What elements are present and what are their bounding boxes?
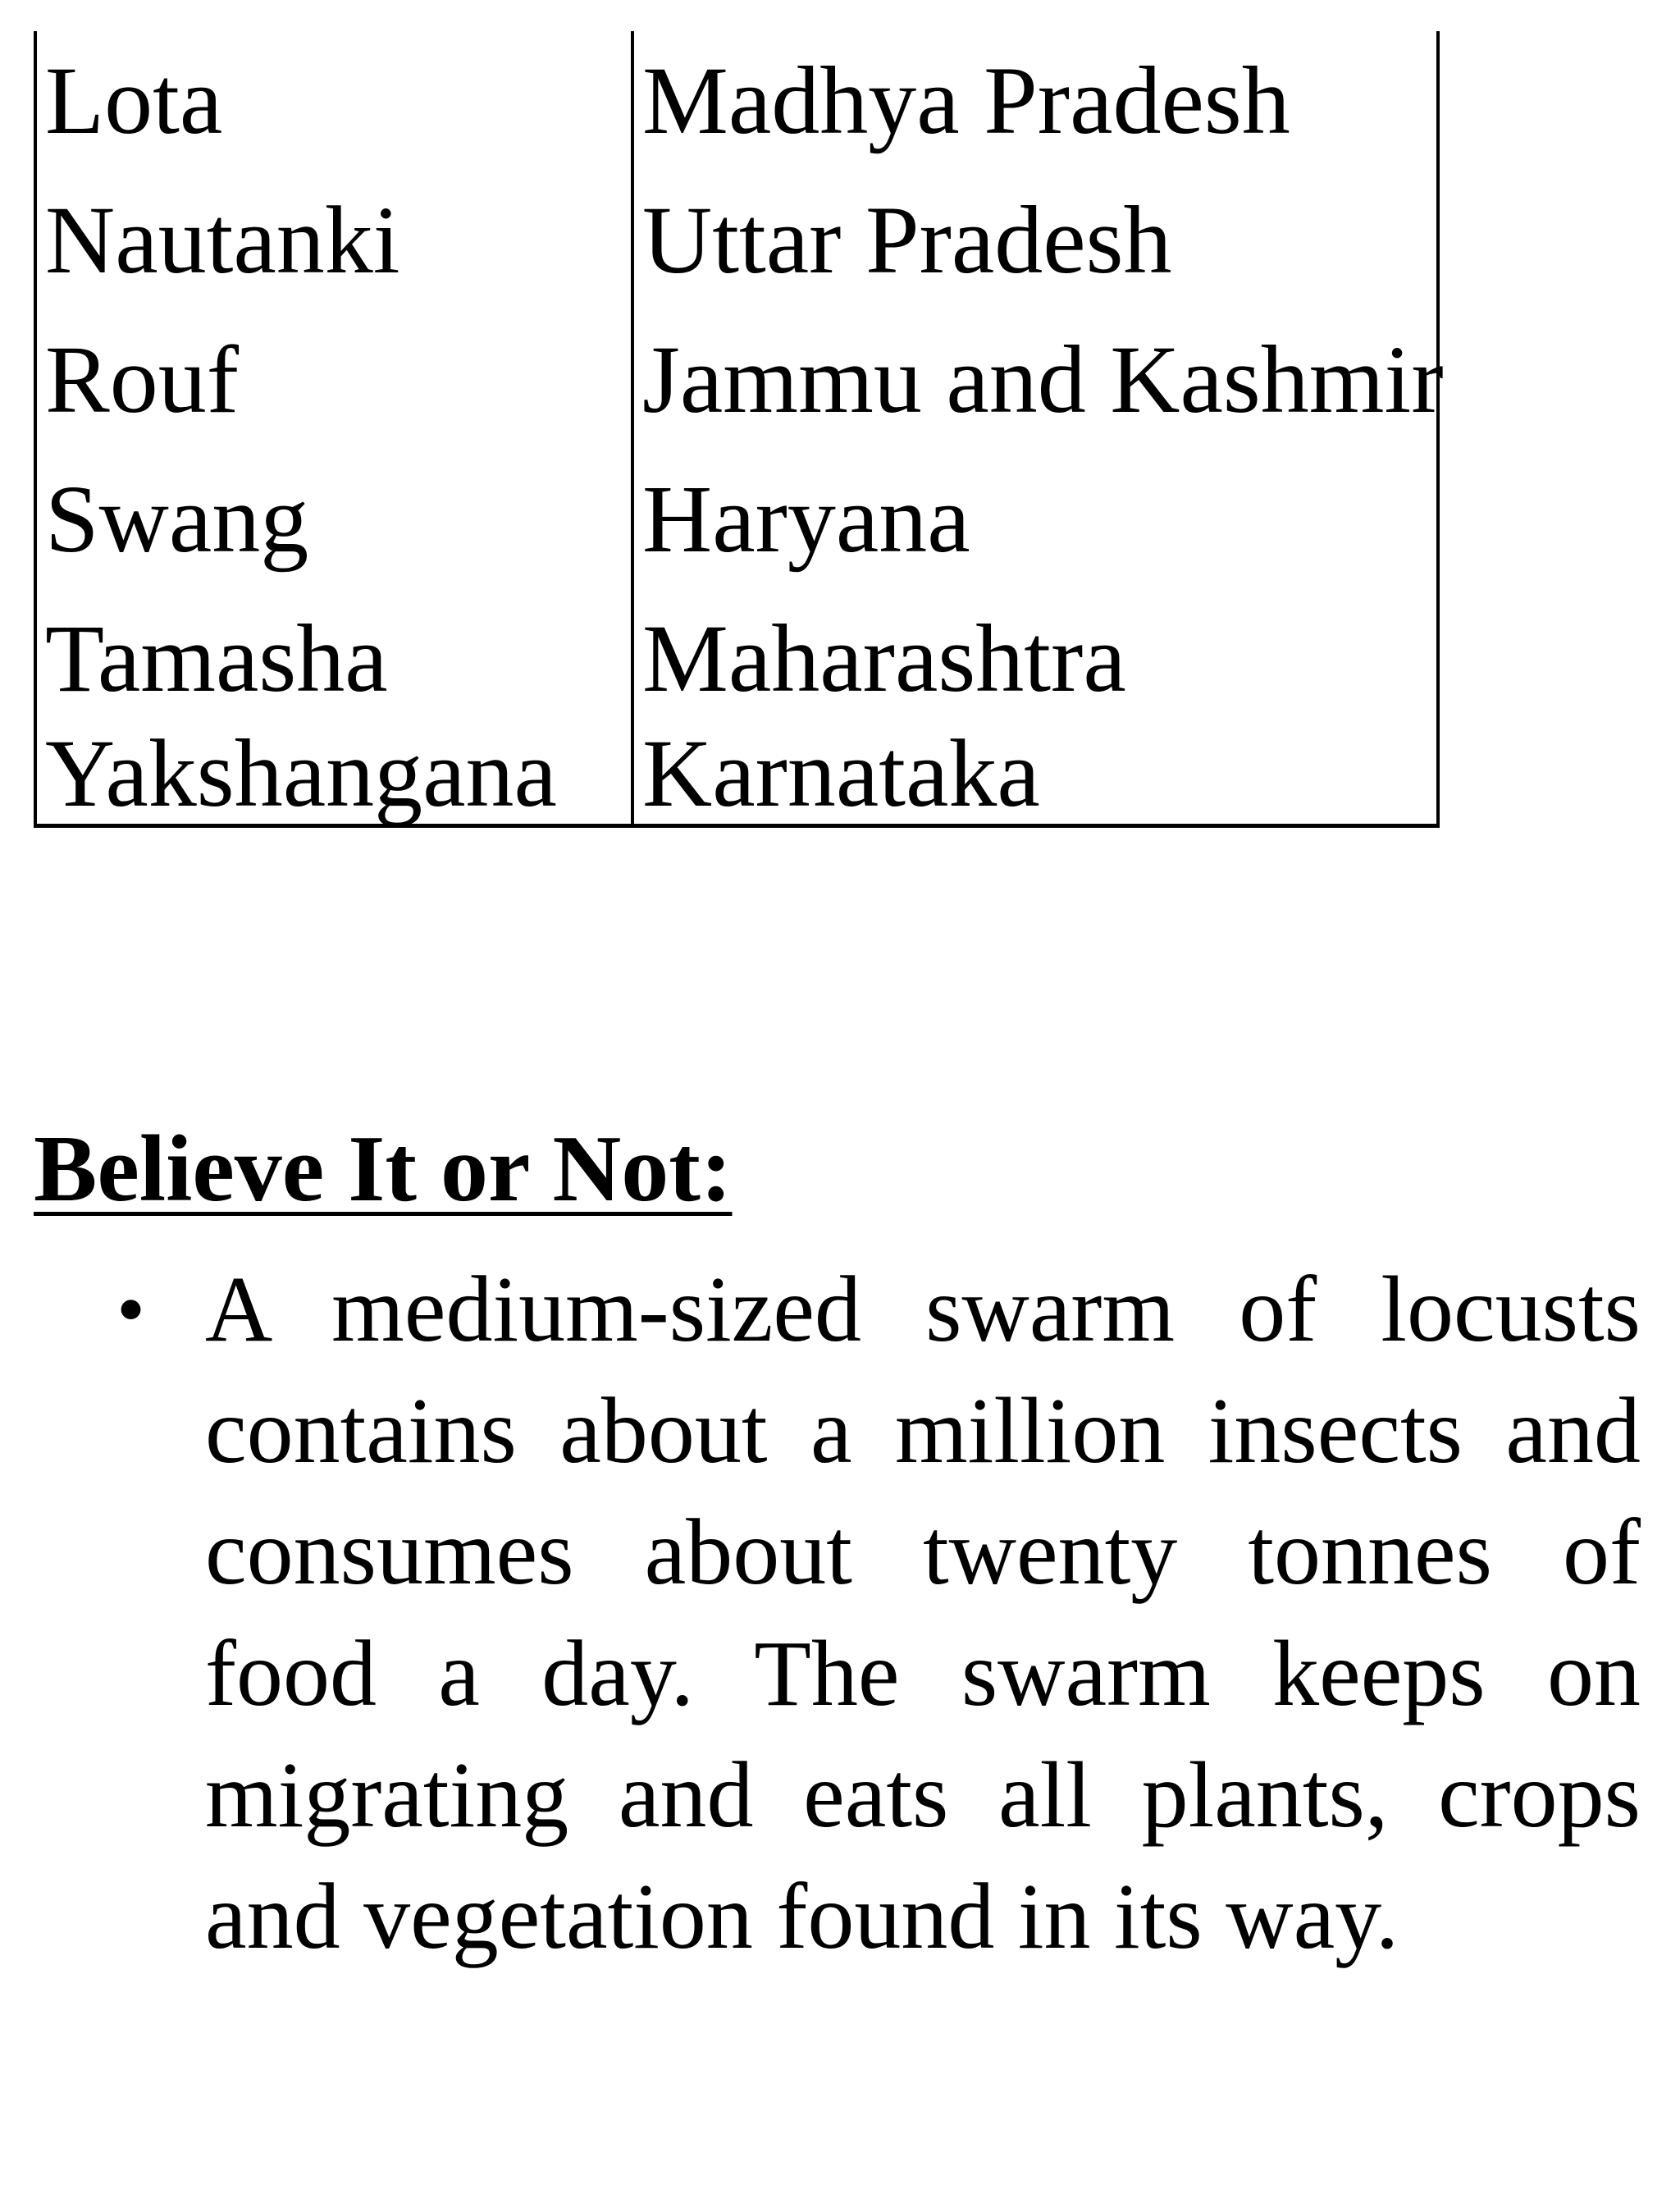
table-row	[34, 171, 1440, 310]
table-row	[34, 450, 1440, 589]
dance-cell: Tamasha	[45, 605, 388, 712]
state-cell: Maharashtra	[642, 605, 1126, 712]
table-row	[34, 31, 1440, 171]
table-row	[34, 310, 1444, 450]
table-row	[34, 704, 1440, 843]
fact-list	[98, 1249, 1641, 1977]
section-heading: Believe It or Not:	[34, 1117, 733, 1222]
state-cell: Madhya Pradesh	[642, 47, 1290, 154]
state-cell: Uttar Pradesh	[642, 186, 1172, 294]
state-cell: Haryana	[642, 465, 970, 573]
dance-cell: Lota	[45, 47, 223, 154]
list-item	[98, 1249, 1641, 1977]
dance-cell: Rouf	[45, 326, 239, 433]
bullet-icon: •	[116, 1263, 146, 1355]
dance-cell: Nautanki	[45, 186, 400, 294]
state-cell: Karnataka	[642, 720, 1040, 827]
dance-state-table	[34, 31, 1444, 827]
state-cell: Jammu and Kashmir	[642, 326, 1444, 433]
fact-text: A medium-sized swarm of locusts contains about a million insects and consumes about twenty tonnes of food a day. The swarm keeps on migrating and eats all plants, crops and vegetation found in its way.	[205, 1257, 1641, 1968]
dance-cell: Swang	[45, 465, 309, 573]
dance-cell: Yakshangana	[45, 720, 557, 827]
